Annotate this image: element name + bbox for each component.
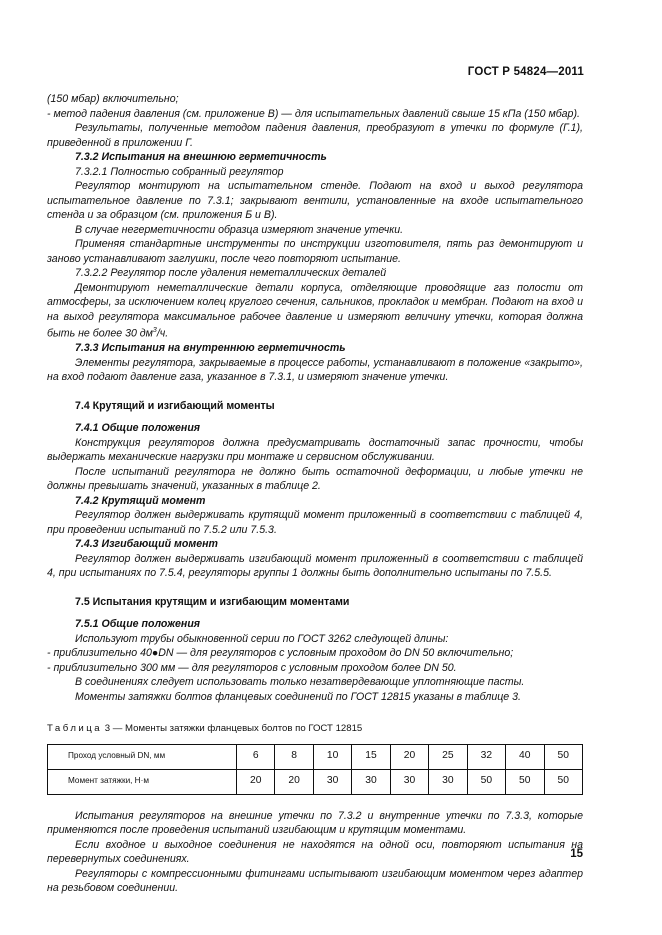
section-heading-7-4: 7.4 Крутящий и изгибающий моменты xyxy=(75,399,275,412)
table-cell: 20 xyxy=(390,744,428,769)
paragraph: Используют трубы обыкновенной серии по ГОСТ 3262 следующей длины: xyxy=(75,632,449,645)
table-row xyxy=(48,744,583,769)
list-item: - метод падения давления (см. приложение В) — для испытательных давлений свыше 15 кПа (150 мбар). xyxy=(47,107,580,120)
page-number: 15 xyxy=(570,848,583,860)
table-cell: 30 xyxy=(429,769,467,794)
table-caption-text: 3 — Моменты затяжки фланцевых болтов по ГОСТ 12815 xyxy=(104,723,363,735)
paragraph-text: Демонтируют неметаллические детали корпуса, отделяющие проводящие газ полости от атмосферы, за исключением колец круглого сечения, сальников, прокладок и мембран. Подают на вход и на выход регулятора максимальное рабочее давление и измеряют величину утечки, которая должна быть не более 30 дм xyxy=(47,281,583,340)
paragraph: Регулятор должен выдерживать крутящий момент приложенный в соответствии с таблицей 4, при проведении испытаний по 7.5.2 или 7.5.3. xyxy=(47,509,583,536)
table-cell: 32 xyxy=(467,744,505,769)
document-body xyxy=(47,92,583,896)
table-cell: 30 xyxy=(352,769,390,794)
paragraph: Если входное и выходное соединения не находятся на одной оси, повторяют испытания на перевернутых соединениях. xyxy=(47,838,583,866)
paragraph: После испытаний регулятора не должно быть остаточной деформации, и любые утечки не должны превышать значений, указанных в таблице 2. xyxy=(47,465,583,493)
table-cell: 8 xyxy=(275,744,313,769)
table-cell: 50 xyxy=(467,769,505,794)
table-cell: 25 xyxy=(429,744,467,769)
list-item: - приблизительно 40●DN — для регуляторов с условным проходом до DN 50 включительно; xyxy=(47,647,514,660)
section-heading-7-3-3: 7.3.3 Испытания на внутреннюю герметичность xyxy=(75,342,346,355)
paragraph: Элементы регулятора, закрываемые в процессе работы, устанавливают в положение «закрыто», на вход подают давление газа, указанное в 7.3.1, и измеряют значение утечки. xyxy=(47,356,583,384)
section-heading-7-4-1: 7.4.1 Общие положения xyxy=(75,422,201,435)
paragraph: Результаты, полученные методом падения давления, преобразуют в утечки по формуле (Г.1), приведенной в приложении Г. xyxy=(47,122,583,149)
superscript: 3 xyxy=(152,327,157,334)
paragraph: Конструкция регуляторов должна предусматривать достаточный запас прочности, чтобы выдержать механические нагрузки при монтаже и сервисном обслуживании. xyxy=(47,436,583,464)
table-cell: 30 xyxy=(390,769,428,794)
table-cell: 50 xyxy=(506,769,544,794)
paragraph xyxy=(47,281,583,342)
paragraph: Применяя стандартные инструменты по инструкции изготовителя, пять раз демонтируют и заново устанавливают заглушки, после чего повторяют испытание. xyxy=(47,238,583,265)
section-heading-7-4-2: 7.4.2 Крутящий момент xyxy=(75,494,206,507)
paragraph: В случае негерметичности образца измеряют значение утечки. xyxy=(75,223,404,236)
table-cell: 30 xyxy=(313,769,351,794)
section-heading-7-5-1: 7.5.1 Общие положения xyxy=(75,618,201,631)
paragraph: Регулятор должен выдерживать изгибающий момент приложенный в соответствии с таблицей 4, при испытаниях по 7.5.4, регуляторы группы 1 должны быть дополнительно испытаны по 7.5.5. xyxy=(47,552,583,580)
subsection-heading-7-3-2-1: 7.3.2.1 Полностью собранный регулятор xyxy=(75,165,284,178)
table-cell: 50 xyxy=(544,769,583,794)
section-heading-7-5: 7.5 Испытания крутящим и изгибающим моментами xyxy=(75,595,350,608)
table-cell: 50 xyxy=(544,744,583,769)
subsection-heading-7-3-2-2: 7.3.2.2 Регулятор после удаления неметаллических деталей xyxy=(75,267,387,279)
table-cell: 6 xyxy=(237,744,275,769)
paragraph: В соединениях следует использовать только незатвердевающие уплотняющие пасты. xyxy=(75,676,525,689)
bolt-torque-table xyxy=(47,744,583,795)
table-cell: 10 xyxy=(313,744,351,769)
table-caption-word: Таблица xyxy=(47,723,103,735)
table-caption xyxy=(47,722,583,737)
list-item: - приблизительно 300 мм — для регуляторов с условным проходом более DN 50. xyxy=(47,661,457,674)
paragraph: Регулятор монтируют на испытательном стенде. Подают на вход и выход регулятора испытательное давление по 7.3.1; закрывают вентили, установленные на входе испытательного стенда и за образцом (см. приложения Б и В). xyxy=(47,180,583,221)
table-row-label: Момент затяжки, Н·м xyxy=(48,769,237,794)
paragraph-text: /ч. xyxy=(156,327,169,340)
section-heading-7-4-3: 7.4.3 Изгибающий момент xyxy=(75,538,218,551)
table-cell: 15 xyxy=(352,744,390,769)
paragraph: Регуляторы с компрессионными фитингами испытывают изгибающим моментом через адаптер на резьбовом соединении. xyxy=(47,867,583,895)
document-header: ГОСТ Р 54824—2011 xyxy=(467,66,584,78)
paragraph: Моменты затяжки болтов фланцевых соединений по ГОСТ 12815 указаны в таблице 3. xyxy=(75,690,521,703)
paragraph: Испытания регуляторов на внешние утечки по 7.3.2 и внутренние утечки по 7.3.3, которые применяются после проведения испытаний изгибающим и крутящим моментами. xyxy=(47,809,583,837)
paragraph: (150 мбар) включительно; xyxy=(47,93,179,105)
table-row-label: Проход условный DN, мм xyxy=(48,744,237,769)
table-row xyxy=(48,769,583,794)
section-heading-7-3-2: 7.3.2 Испытания на внешнюю герметичность xyxy=(75,151,327,163)
table-cell: 40 xyxy=(506,744,544,769)
table-cell: 20 xyxy=(237,769,275,794)
table-cell: 20 xyxy=(275,769,313,794)
